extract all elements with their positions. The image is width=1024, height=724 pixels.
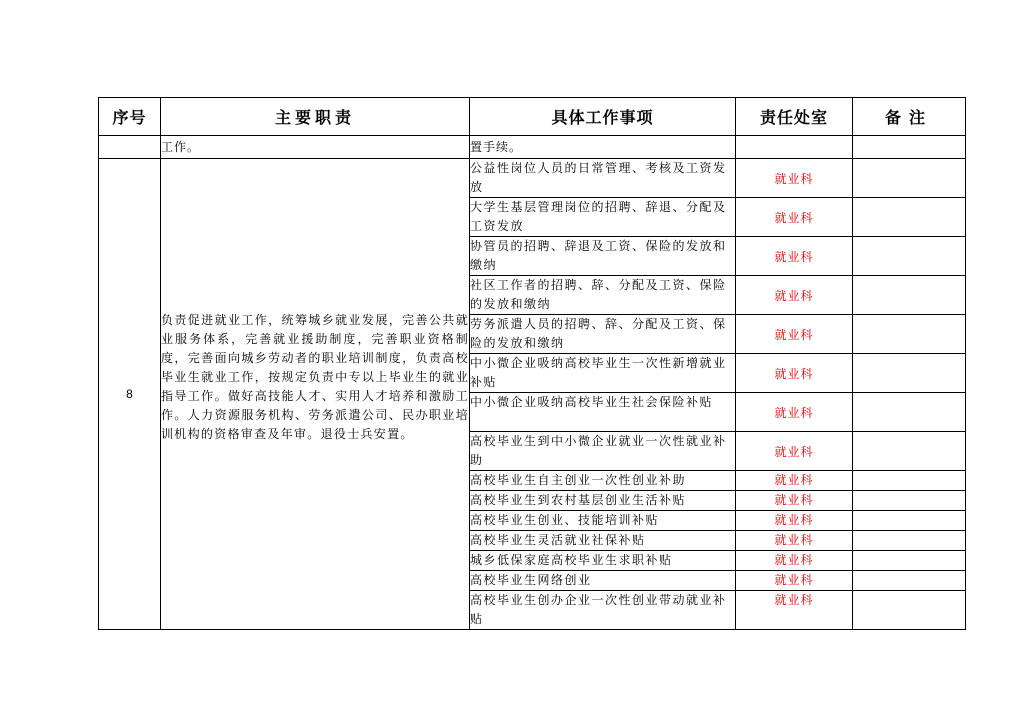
work-item: 劳务派遣人员的招聘、辞、分配及工资、保险的发放和缴纳 — [470, 315, 736, 354]
note-cell — [853, 354, 966, 393]
header-dept: 责任处室 — [736, 98, 853, 136]
work-item: 大学生基层管理岗位的招聘、辞退、分配及工资发放 — [470, 198, 736, 237]
work-item: 社区工作者的招聘、辞、分配及工资、保险的发放和缴纳 — [470, 276, 736, 315]
work-item: 协管员的招聘、辞退及工资、保险的发放和缴纳 — [470, 237, 736, 276]
work-item: 高校毕业生灵活就业社保补贴 — [470, 531, 736, 551]
note-cell — [853, 159, 966, 198]
work-item: 高校毕业生网络创业 — [470, 571, 736, 591]
note-cell — [853, 471, 966, 491]
responsible-dept: 就业科 — [736, 354, 853, 393]
work-item: 高校毕业生自主创业一次性创业补助 — [470, 471, 736, 491]
responsible-dept: 就业科 — [736, 591, 853, 630]
work-item: 中小微企业吸纳高校毕业生社会保险补贴 — [470, 393, 736, 432]
group-number: 8 — [99, 159, 161, 630]
continuation-item: 置手续。 — [470, 136, 736, 159]
continuation-note — [853, 136, 966, 159]
note-cell — [853, 198, 966, 237]
header-no: 序号 — [99, 98, 161, 136]
duty-table — [98, 97, 966, 630]
responsible-dept: 就业科 — [736, 511, 853, 531]
work-item: 高校毕业生到农村基层创业生活补贴 — [470, 491, 736, 511]
note-cell — [853, 591, 966, 630]
continuation-no — [99, 136, 161, 159]
note-cell — [853, 531, 966, 551]
note-cell — [853, 571, 966, 591]
group-duty — [161, 159, 470, 630]
header-note: 备注 — [853, 98, 966, 136]
table-row — [99, 159, 966, 198]
responsible-dept: 就业科 — [736, 571, 853, 591]
note-cell — [853, 315, 966, 354]
note-cell — [853, 393, 966, 432]
continuation-row — [99, 136, 966, 159]
header-item: 具体工作事项 — [470, 98, 736, 136]
note-cell — [853, 276, 966, 315]
note-cell — [853, 491, 966, 511]
responsible-dept: 就业科 — [736, 276, 853, 315]
responsible-dept: 就业科 — [736, 393, 853, 432]
responsible-dept: 就业科 — [736, 531, 853, 551]
continuation-duty: 工作。 — [161, 136, 470, 159]
header-duty: 主要职责 — [161, 98, 470, 136]
responsible-dept: 就业科 — [736, 237, 853, 276]
work-item: 公益性岗位人员的日常管理、考核及工资发放 — [470, 159, 736, 198]
work-item: 高校毕业生创业、技能培训补贴 — [470, 511, 736, 531]
group-duty-text: 负责促进就业工作，统筹城乡就业发展，完善公共就业服务体系，完善就业援助制度，完善职业资格制度，完善面向城乡劳动者的职业培训制度，负责高校毕业生就业工作，按规定负责中专以上毕业生的就业指导工作。做好高技能人才、实用人才培养和激励工作。人力资源服务机构、劳务派遣公司、民办职业培训机构的资格审查及年审。退役士兵安置。 — [161, 313, 469, 441]
responsible-dept: 就业科 — [736, 551, 853, 571]
work-item: 高校毕业生到中小微企业就业一次性就业补助 — [470, 432, 736, 471]
note-cell — [853, 511, 966, 531]
work-item: 高校毕业生创办企业一次性创业带动就业补贴 — [470, 591, 736, 630]
responsible-dept: 就业科 — [736, 315, 853, 354]
header-row — [99, 98, 966, 136]
work-item: 城乡低保家庭高校毕业生求职补贴 — [470, 551, 736, 571]
responsible-dept: 就业科 — [736, 471, 853, 491]
note-cell — [853, 551, 966, 571]
continuation-dept — [736, 136, 853, 159]
responsible-dept: 就业科 — [736, 198, 853, 237]
note-cell — [853, 237, 966, 276]
note-cell — [853, 432, 966, 471]
work-item: 中小微企业吸纳高校毕业生一次性新增就业补贴 — [470, 354, 736, 393]
responsible-dept: 就业科 — [736, 159, 853, 198]
responsible-dept: 就业科 — [736, 491, 853, 511]
responsible-dept: 就业科 — [736, 432, 853, 471]
